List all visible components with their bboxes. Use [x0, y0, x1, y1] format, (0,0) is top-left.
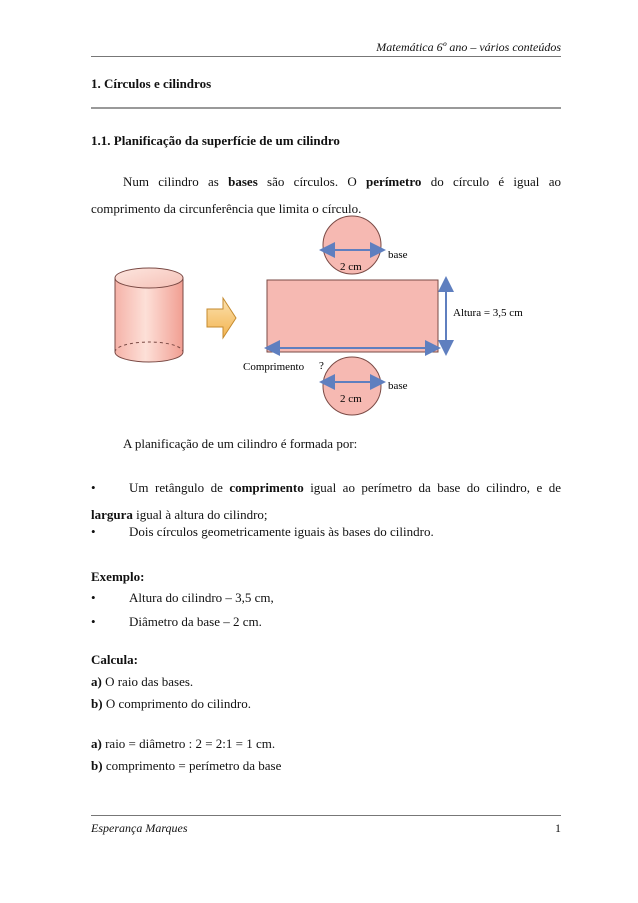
bottom-diameter-label: 2 cm — [340, 393, 362, 405]
list-item — [91, 518, 561, 545]
resolucao-a-label: a) — [91, 736, 102, 751]
exemplo-item2: Diâmetro da base – 2 cm. — [129, 614, 262, 629]
calcula-a-text: O raio das bases. — [101, 674, 194, 689]
planificacao-intro: A planificação de um cilindro é formada por: — [123, 436, 358, 451]
section-title: 1. Círculos e cilindros — [91, 76, 212, 91]
calcula-b — [91, 694, 251, 714]
intro-bold-bases: bases — [228, 174, 258, 189]
list-item — [91, 608, 561, 635]
footer-author: Esperança Marques — [91, 821, 188, 835]
item2-text: Dois círculos geometricamente iguais às bases do cilindro. — [129, 524, 434, 539]
resolucao-b — [91, 756, 281, 776]
height-label: Altura = 3,5 cm — [453, 307, 523, 319]
intro-text-3: do círculo é igual ao comprimento da circunferência que limita o círculo. — [91, 174, 561, 216]
top-diameter-label: 2 cm — [340, 261, 362, 273]
bottom-base-circle — [323, 357, 381, 415]
exemplo-item1: Altura do cilindro – 3,5 cm, — [129, 590, 274, 605]
bullet-icon: • — [91, 614, 96, 629]
cylinder-drawing — [115, 268, 183, 362]
bullet-icon: • — [91, 524, 96, 539]
cylinder-net-figure — [91, 210, 561, 425]
intro-text-2: são círculos. O — [257, 174, 367, 189]
exemplo-title-text: Exemplo: — [91, 569, 145, 584]
section-rule — [91, 107, 561, 109]
subsection-title: 1.1. Planificação da superfície de um cilindro — [91, 133, 340, 148]
resolucao-a — [91, 734, 275, 754]
intro-text-1: Num cilindro as — [123, 174, 229, 189]
page-number: 1 — [555, 821, 561, 835]
footer-rule — [91, 815, 561, 816]
item1-text-c: igual ao perímetro da base do cilindro, e de — [303, 480, 561, 495]
resolucao-b-text: comprimento = perímetro da base — [102, 758, 282, 773]
item1-bold-largura: largura — [91, 507, 133, 522]
resolucao-b-label: b) — [91, 758, 103, 773]
calcula-b-label: b) — [91, 696, 103, 711]
item1-text-a: Um retângulo de — [129, 480, 230, 495]
calcula-b-text: O comprimento do cilindro. — [102, 696, 251, 711]
resolucao-a-text: raio = diâmetro : 2 = 2:1 = 1 cm. — [101, 736, 276, 751]
bottom-base-label: base — [388, 380, 408, 392]
calcula-title — [91, 650, 138, 670]
block-arrow-icon — [207, 298, 236, 338]
top-base-label: base — [388, 249, 408, 261]
list-item — [91, 584, 561, 611]
calcula-title-text: Calcula: — [91, 652, 138, 667]
bullet-icon: • — [91, 480, 96, 495]
header-title: Matemática 6º ano – vários conteúdos — [376, 40, 561, 54]
intro-bold-perimetro: perímetro — [366, 174, 422, 189]
unknown-mark: ? — [319, 360, 324, 372]
item1-bold-comprimento: comprimento — [229, 480, 304, 495]
item1-text-e: igual à altura do cilindro; — [132, 507, 268, 522]
calcula-a-label: a) — [91, 674, 102, 689]
length-label: Comprimento — [243, 361, 305, 373]
header-rule — [91, 56, 561, 57]
bullet-icon: • — [91, 590, 96, 605]
lateral-rectangle — [267, 280, 438, 352]
calcula-a — [91, 672, 193, 692]
